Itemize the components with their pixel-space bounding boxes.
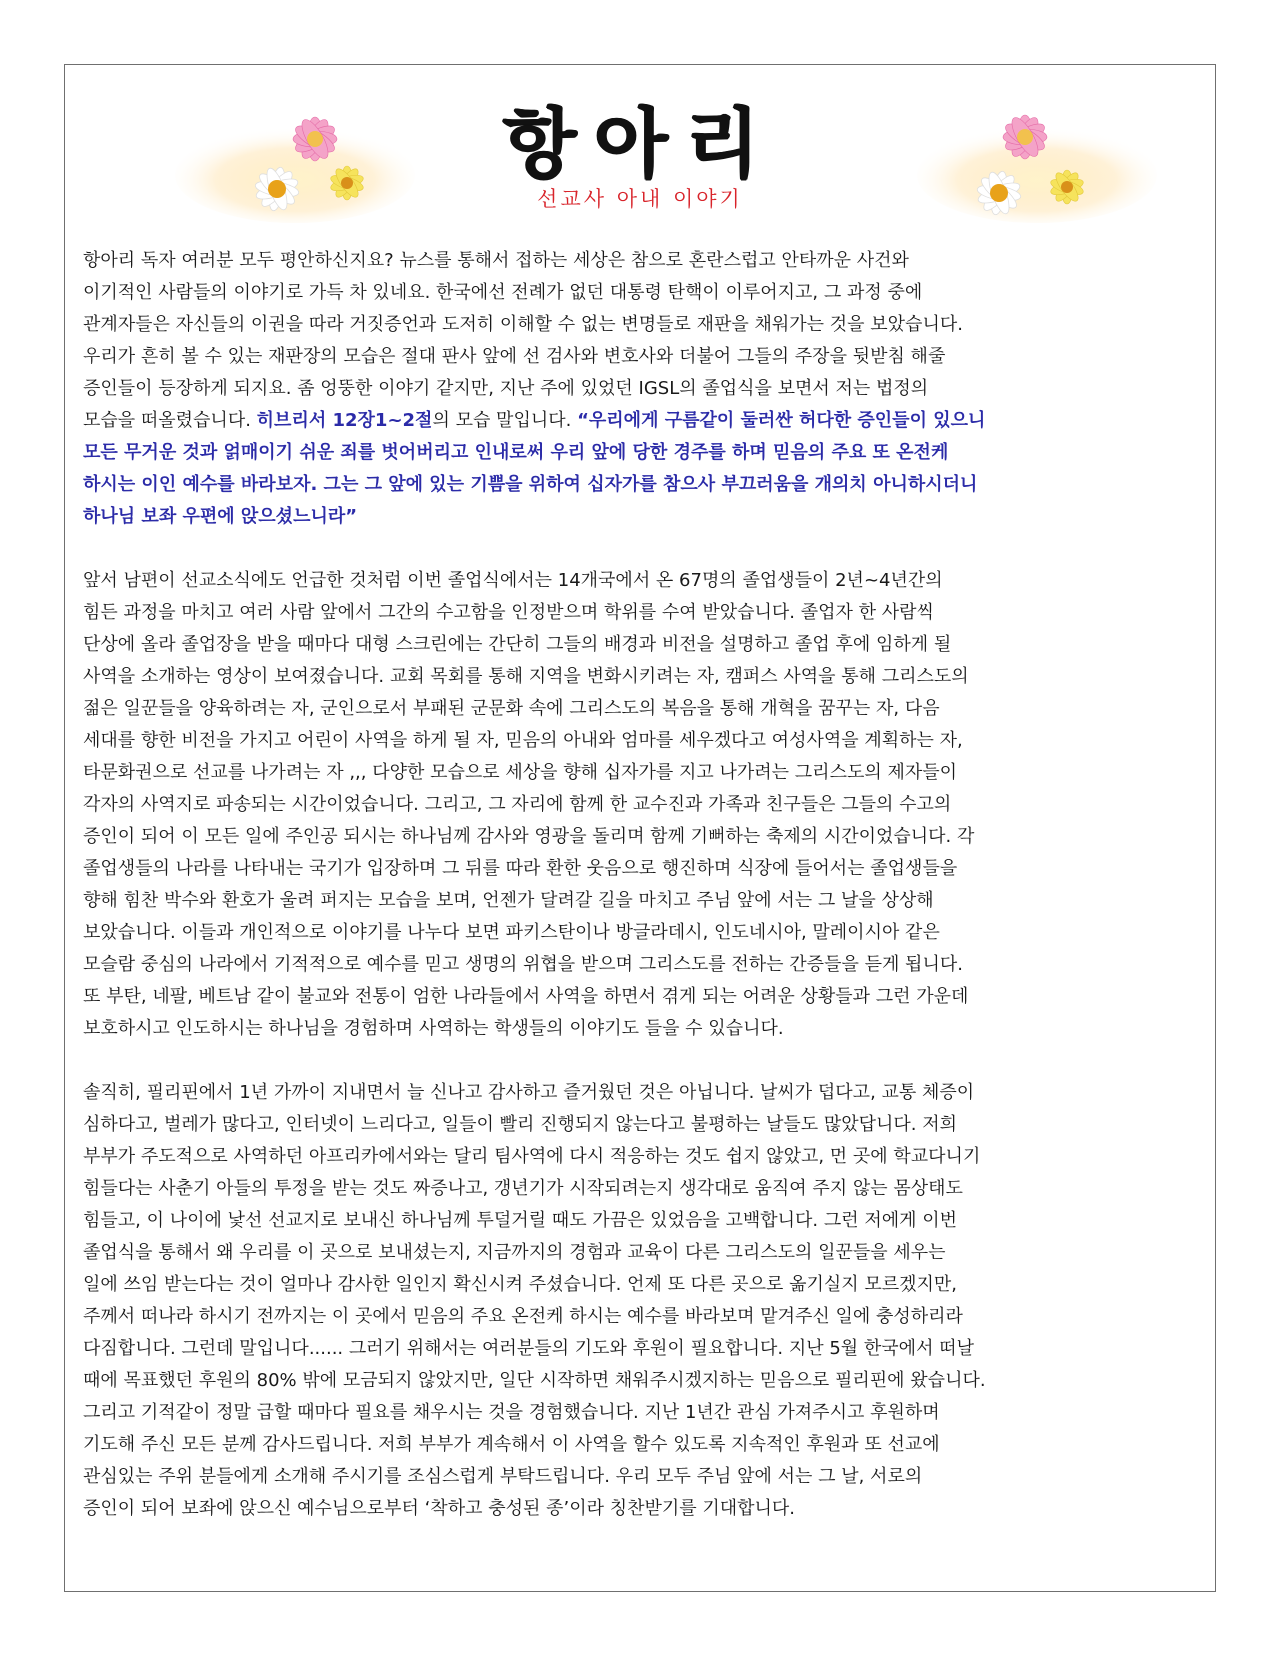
reference-connector: 의 모습 말입니다.: [432, 410, 572, 431]
newsletter-subtitle: 선교사 아내 이야기: [537, 187, 743, 211]
scripture-reference: 히브리서 12장1~2절: [256, 410, 433, 431]
paragraph-spacer: [83, 533, 1203, 565]
flower-bouquet-right-icon: [917, 97, 1167, 227]
scripture-quote: “우리에게 구름같이 둘러싼 허다한 증인들이 있으니 모든 무거운 것과 얽매이기 쉬운 죄를 벗어버리고 인내로써 우리 앞에 당한 경주를 하며 믿음의 주요 또 온전케 하시는 이인 예수를 바라보자. 그는 그 앞에 있는 기쁨을 위하여 십자가를 참으사 부끄러움을 개의치 아니하시더니 하나님 보좌 우편에 앉으셨느니라”: [83, 410, 986, 527]
paragraph-spacer: [83, 1045, 1203, 1077]
paragraph-graduation: 앞서 남편이 선교소식에도 언급한 것처럼 이번 졸업식에서는 14개국에서 온 67명의 졸업생들이 2년~4년간의 힘든 과정을 마치고 여러 사람 앞에서 그간의 수고함을 인정받으며 학위를 수여 받았습니다. 졸업자 한 사람씩 단상에 올라 졸업장을 받을 때마다 대형 스크린에는 간단히 그들의 배경과 비전을 설명하고 졸업 후에 임하게 될 사역을 소개하는 영상이 보여졌습니다. 교회 목회를 통해 지역을 변화시키려는 자, 캠퍼스 사역을 통해 그리스도의 젊은 일꾼들을 양육하려는 자, 군인으로서 부패된 군문화 속에 그리스도의 복음을 통해 개혁을 꿈꾸는 자, 다음 세대를 향한 비전을 가지고 어린이 사역을 하게 될 자, 믿음의 아내와 엄마를 세우겠다고 여성사역을 계획하는 자, 타문화권으로 선교를 나가려는 자 ,,, 다양한 모습으로 세상을 향해 십자가를 지고 나가려는 그리스도의 제자들이 각자의 사역지로 파송되는 시간이었습니다. 그리고, 그 자리에 함께 한 교수진과 가족과 친구들은 그들의 수고의 증인이 되어 이 모든 일에 주인공 되시는 하나님께 감사와 영광을 돌리며 함께 기뻐하는 축제의 시간이었습니다. 각 졸업생들의 나라를 나타내는 국기가 입장하며 그 뒤를 따라 환한 웃음으로 행진하며 식장에 들어서는 졸업생들을 향해 힘찬 박수와 환호가 울려 퍼지는 모습을 보며, 언젠가 달려갈 길을 마치고 주님 앞에 서는 그 날을 상상해 보았습니다. 이들과 개인적으로 이야기를 나누다 보면 파키스탄이나 방글라데시, 인도네시아, 말레이시아 같은 모슬람 중심의 나라에서 기적적으로 예수를 믿고 생명의 위협을 받으며 그리스도를 전하는 간증들을 듣게 됩니다. 또 부탄, 네팔, 베트남 같이 불교와 전통이 엄한 나라들에서 사역을 하면서 겪게 되는 어려운 상황들과 그런 가운데 보호하시고 인도하시는 하나님을 경험하며 사역하는 학생들의 이야기도 들을 수 있습니다.: [83, 570, 975, 1039]
intro-text: 항아리 독자 여러분 모두 평안하신지요? 뉴스를 통해서 접하는 세상은 참으로 혼란스럽고 안타까운 사건와 이기적인 사람들의 이야기로 가득 차 있네요. 한국에선 전례가 없던 대통령 탄핵이 이루어지고, 그 과정 중에 관계자들은 자신들의 이권을 따라 거짓증언과 도저히 이해할 수 없는 변명들로 재판을 채워가는 것을 보았습니다. 우리가 흔히 볼 수 있는 재판장의 모습은 절대 판사 앞에 선 검사와 변호사와 더불어 그들의 주장을 뒷받침 해줄 증인들이 등장하게 되지요. 좀 엉뚱한 이야기 같지만, 지난 주에 있었던 IGSL의 졸업식을 보면서 저는 법정의 모습을 떠올렸습니다.: [83, 250, 963, 431]
paragraph-confession: 솔직히, 필리핀에서 1년 가까이 지내면서 늘 신나고 감사하고 즐거웠던 것은 아닙니다. 날씨가 덥다고, 교통 체증이 심하다고, 벌레가 많다고, 인터넷이 느리다고, 일들이 빨리 진행되지 않는다고 불평하는 날들도 많았답니다. 저희 부부가 주도적으로 사역하던 아프리카에서와는 달리 팀사역에 다시 적응하는 것도 쉽지 않았고, 먼 곳에 학교다니기 힘들다는 사춘기 아들의 투정을 받는 것도 짜증나고, 갱년기가 시작되려는지 생각대로 움직여 주지 않는 몸상태도 힘들고, 이 나이에 낯선 선교지로 보내신 하나님께 투덜거릴 때도 가끔은 있었음을 고백합니다. 그런 저에게 이번 졸업식을 통해서 왜 우리를 이 곳으로 보내셨는지, 지금까지의 경험과 교육이 다른 그리스도의 일꾼들을 세우는 일에 쓰임 받는다는 것이 얼마나 감사한 일인지 확신시켜 주셨습니다. 언제 또 다른 곳으로 옮기실지 모르겠지만, 주께서 떠나라 하시기 전까지는 이 곳에서 믿음의 주요 온전케 하시는 예수를 바라보며 맡겨주신 일에 충성하리라 다짐합니다. 그런데 말입니다...... 그러기 위해서는 여러분들의 기도와 후원이 필요합니다. 지난 5월 한국에서 떠날 때에 목표했던 후원의 80% 밖에 모금되지 않았지만, 일단 시작하면 채워주시겠지하는 믿음으로 필리핀에 왔습니다. 그리고 기적같이 정말 급할 때마다 필요를 채우시는 것을 경험했습니다. 지난 1년간 관심 가져주시고 후원하며 기도해 주신 모든 분께 감사드립니다. 저희 부부가 계속해서 이 사역을 할수 있도록 지속적인 후원과 또 선교에 관심있는 주위 분들에게 소개해 주시기를 조심스럽게 부탁드립니다. 우리 모두 주님 앞에 서는 그 날, 서로의 증인이 되어 보좌에 앉으신 예수님으로부터 ‘착하고 충성된 종’이라 칭찬받기를 기대합니다.: [83, 1082, 986, 1519]
newsletter-title: 항아리: [502, 99, 778, 188]
article-body: [83, 245, 1203, 1525]
newsletter-header: [65, 65, 1215, 245]
newsletter-page: [64, 64, 1216, 1592]
paragraph-intro: [83, 245, 1203, 533]
